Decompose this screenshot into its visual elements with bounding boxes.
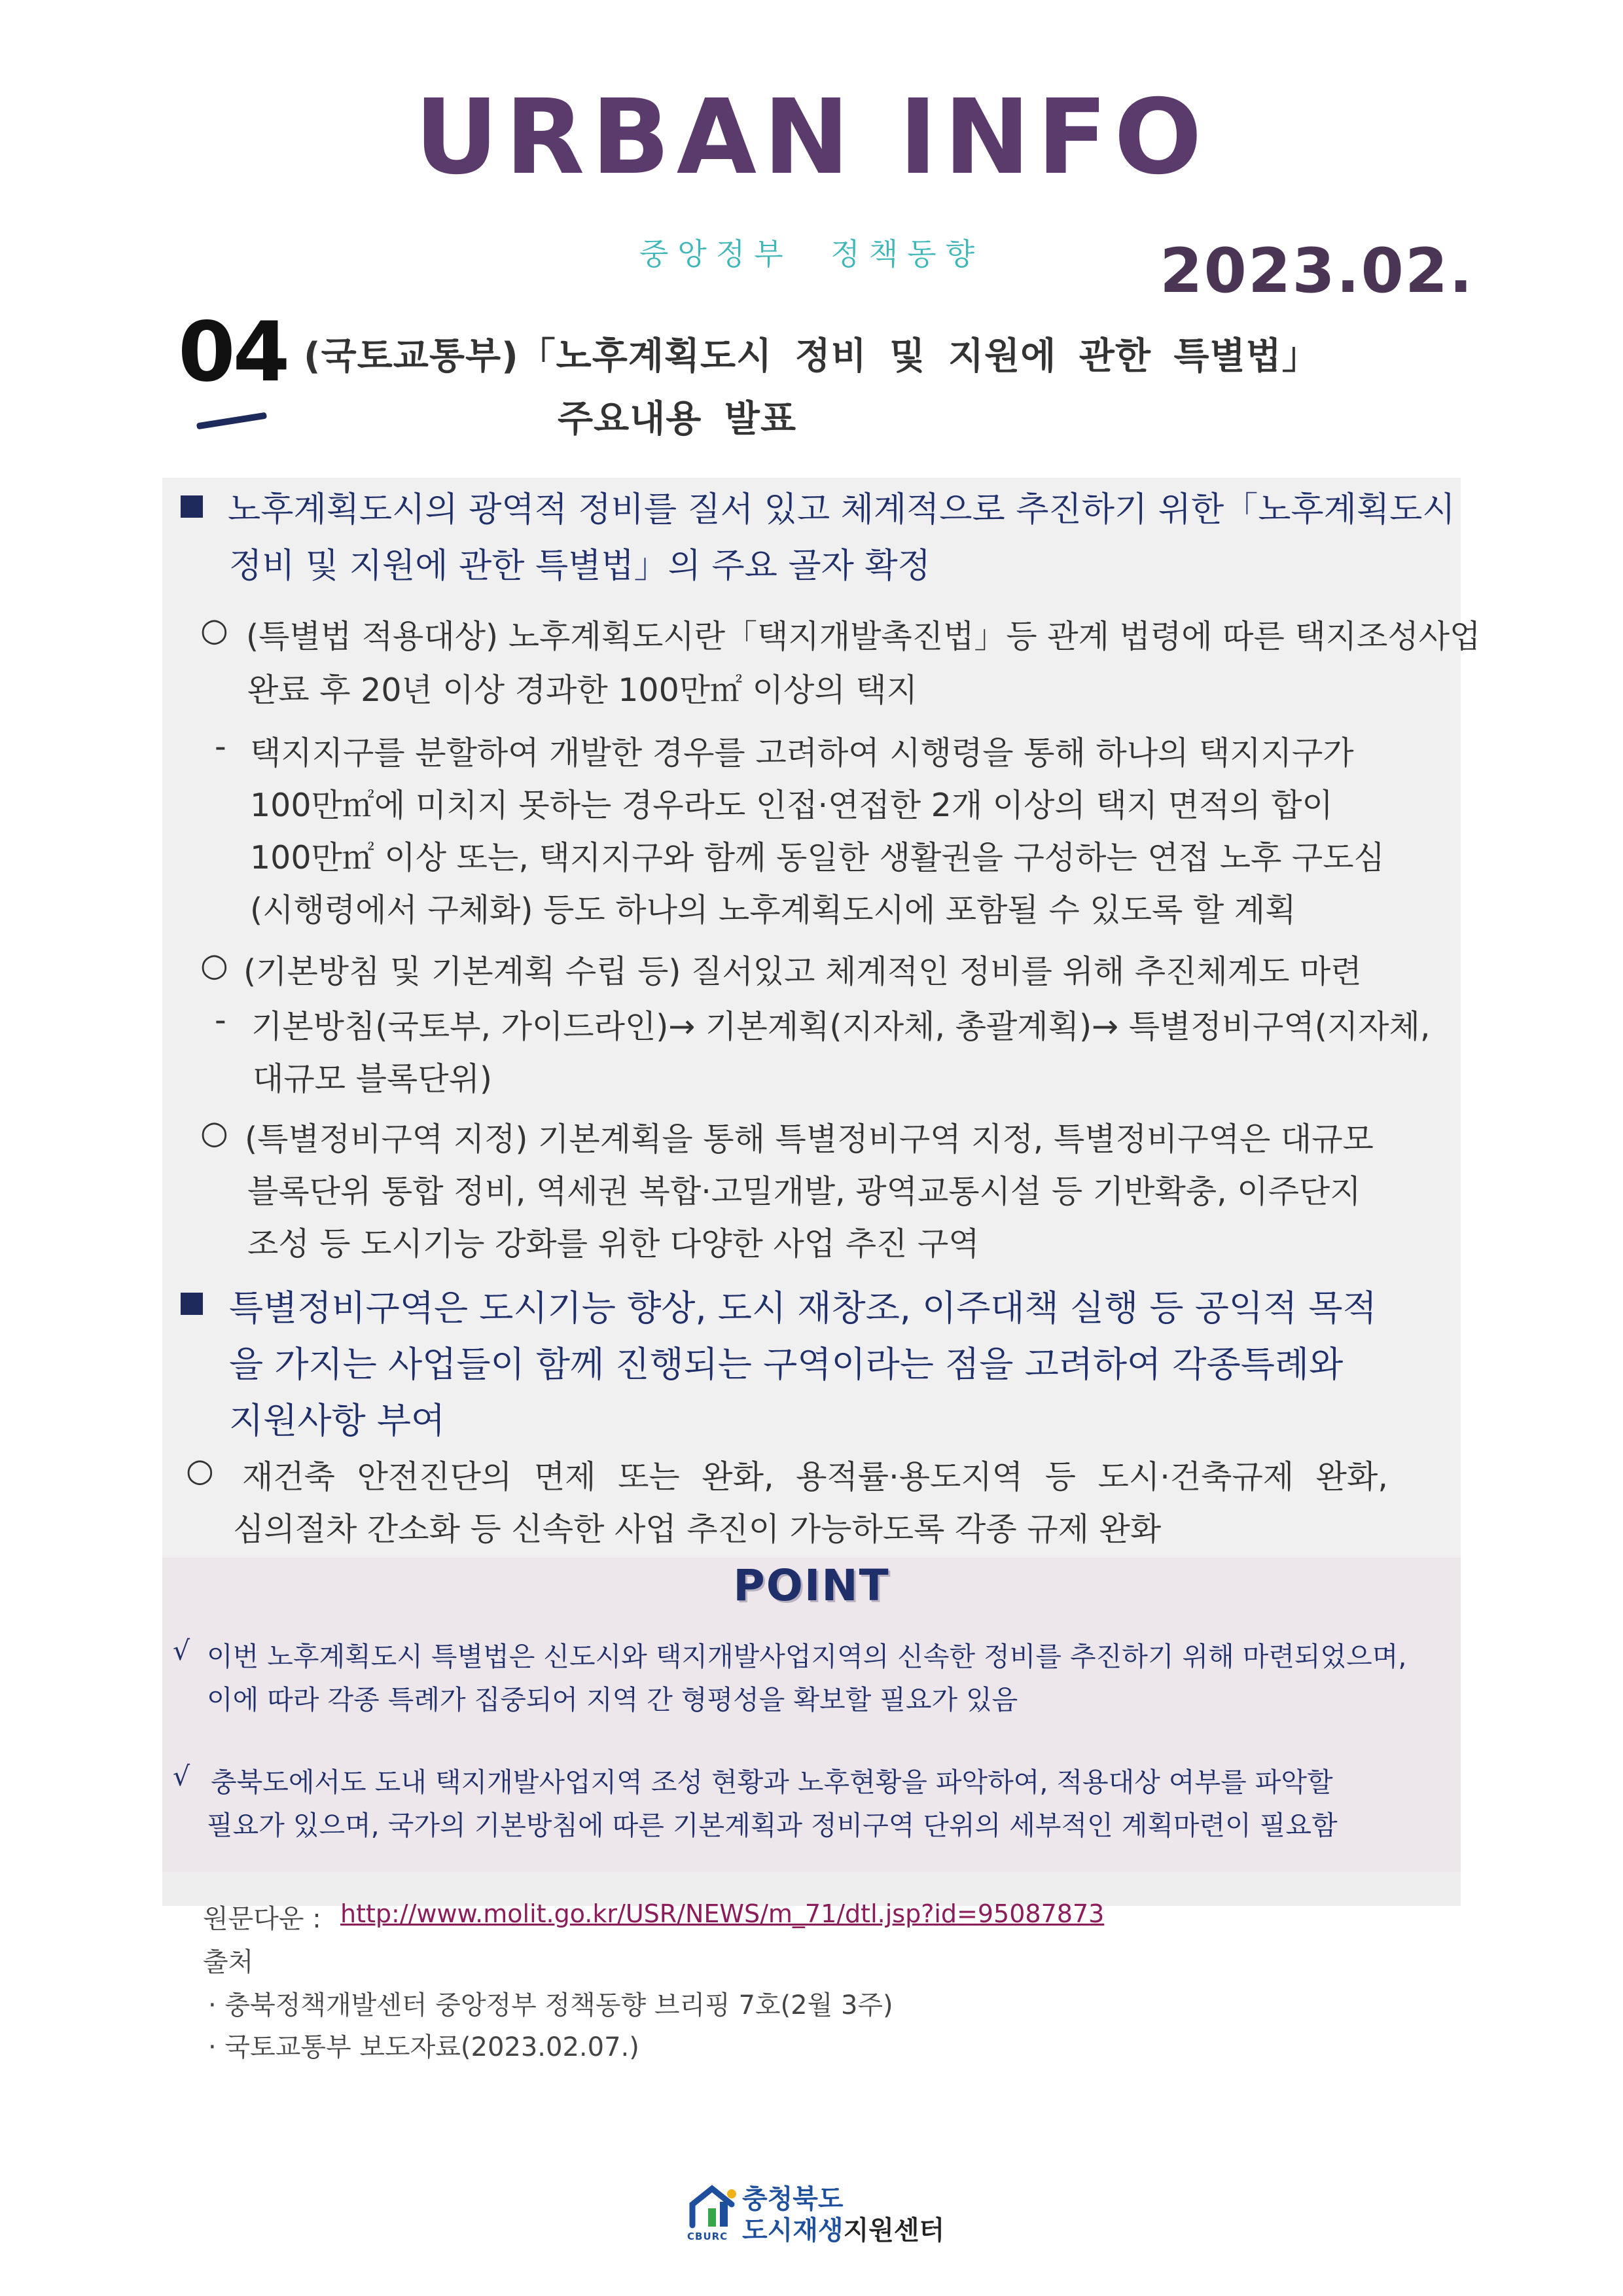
cburc-logo: [686, 2176, 948, 2248]
check-icon: √: [173, 1761, 190, 1792]
source-item-2: · 국토교통부 보도자료(2023.02.07.): [208, 2032, 639, 2062]
c4-line1: 재건축 안전진단의 면제 또는 완화, 용적률·용도지역 등 도시·건축규제 완화,: [242, 1458, 1388, 1496]
point2-line2: 필요가 있으며, 국가의 기본방침에 따른 기본계획과 정비구역 단위의 세부적인 계획마련이 필요함: [207, 1810, 1338, 1841]
check-icon: √: [173, 1635, 190, 1666]
square-bullet-icon: [181, 1293, 203, 1315]
point2-line1: 충북도에서도 도내 택지개발사업지역 조성 현황과 노후현황을 파악하여, 적용대상 여부를 파악할: [211, 1767, 1333, 1798]
d2-line2: 대규모 블록단위): [253, 1060, 493, 1098]
circle-bullet-icon: ○: [200, 611, 228, 649]
c1-line2: 완료 후 20년 이상 경과한 100만㎡ 이상의 택지: [247, 672, 918, 709]
source-item-1: · 충북정책개발센터 중앙정부 정책동향 브리핑 7호(2월 3주): [208, 1990, 893, 2020]
bullet2-line1: 특별정비구역은 도시기능 향상, 도시 재창조, 이주대책 실행 등 공익적 목적: [229, 1287, 1377, 1329]
section-underline: [196, 412, 267, 430]
section-number: 04: [178, 304, 288, 400]
circle-bullet-icon: ○: [200, 946, 228, 984]
issue-date: 2023.02.: [1160, 236, 1474, 307]
bullet2-line2: 을 가지는 사업들이 함께 진행되는 구역이라는 점을 고려하여 각종특례와: [229, 1344, 1344, 1385]
logo-line2: [742, 2210, 944, 2247]
c3-line1: (특별정비구역 지정) 기본계획을 통해 특별정비구역 지정, 특별정비구역은 대규모: [245, 1121, 1374, 1158]
d1-line3: 100만㎡ 이상 또는, 택지지구와 함께 동일한 생활권을 구성하는 연접 노후 구도심: [250, 839, 1385, 876]
page-subtitle: 중앙정부 정책동향: [639, 236, 984, 272]
logo-line1: 충청북도: [742, 2184, 844, 2214]
c4-line2: 심의절차 간소화 등 신속한 사업 추진이 가능하도록 각종 규제 완화: [233, 1511, 1162, 1548]
logo-line2a: 도시재생: [742, 2215, 844, 2246]
point1-line1: 이번 노후계획도시 특별법은 신도시와 택지개발사업지역의 신속한 정비를 추진하기 위해 마련되었으며,: [207, 1641, 1407, 1672]
c3-line2: 블록단위 통합 정비, 역세권 복합·고밀개발, 광역교통시설 등 기반확충, 이주단지: [247, 1173, 1361, 1210]
circle-bullet-icon: ○: [186, 1452, 214, 1489]
bullet1-line1: 노후계획도시의 광역적 정비를 질서 있고 체계적으로 추진하기 위한「노후계획도시: [228, 490, 1455, 529]
c1-line1: (특별법 적용대상) 노후계획도시란「택지개발촉진법」등 관계 법령에 따른 택지조성사업: [246, 618, 1481, 655]
point-title: POINT: [733, 1560, 890, 1611]
square-bullet-icon: [181, 495, 203, 518]
source-link[interactable]: http://www.molit.go.kr/USR/NEWS/m_71/dtl.jsp?id=95087873: [340, 1899, 1105, 1928]
dash-bullet-icon: -: [215, 728, 226, 765]
page-title: URBAN INFO: [414, 77, 1209, 198]
bullet2-line3: 지원사항 부여: [229, 1400, 446, 1441]
d1-line2: 100만㎡에 미치지 못하는 경우라도 인접·연접한 2개 이상의 택지 면적의 합이: [250, 787, 1333, 824]
circle-bullet-icon: ○: [200, 1114, 228, 1151]
c3-line3: 조성 등 도시기능 강화를 위한 다양한 사업 추진 구역: [247, 1225, 980, 1263]
dash-bullet-icon: -: [215, 1001, 226, 1039]
download-label: 원문다운 :: [203, 1904, 321, 1934]
section-title-line1: (국토교통부)「노후계획도시 정비 및 지원에 관한 특별법」: [304, 335, 1319, 378]
d1-line1: 택지지구를 분할하여 개발한 경우를 고려하여 시행령을 통해 하나의 택지지구가: [250, 734, 1354, 772]
c2-line1: (기본방침 및 기본계획 수립 등) 질서있고 체계적인 정비를 위해 추진체계도 마련: [243, 953, 1362, 990]
logo-line2b: 지원센터: [843, 2215, 945, 2246]
section-title-line2: 주요내용 발표: [558, 398, 797, 440]
source-label: 출처: [203, 1947, 254, 1977]
bullet1-line2: 정비 및 지원에 관한 특별법」의 주요 골자 확정: [229, 547, 931, 586]
point1-line2: 이에 따라 각종 특례가 집중되어 지역 간 형평성을 확보할 필요가 있음: [207, 1684, 1018, 1715]
d1-line4: (시행령에서 구체화) 등도 하나의 노후계획도시에 포함될 수 있도록 할 계획: [250, 891, 1296, 929]
logo-abbr: CBURC: [687, 2231, 728, 2242]
d2-line1: 기본방침(국토부, 가이드라인)→ 기본계획(지자체, 총괄계획)→ 특별정비구역(지자체,: [251, 1008, 1431, 1045]
